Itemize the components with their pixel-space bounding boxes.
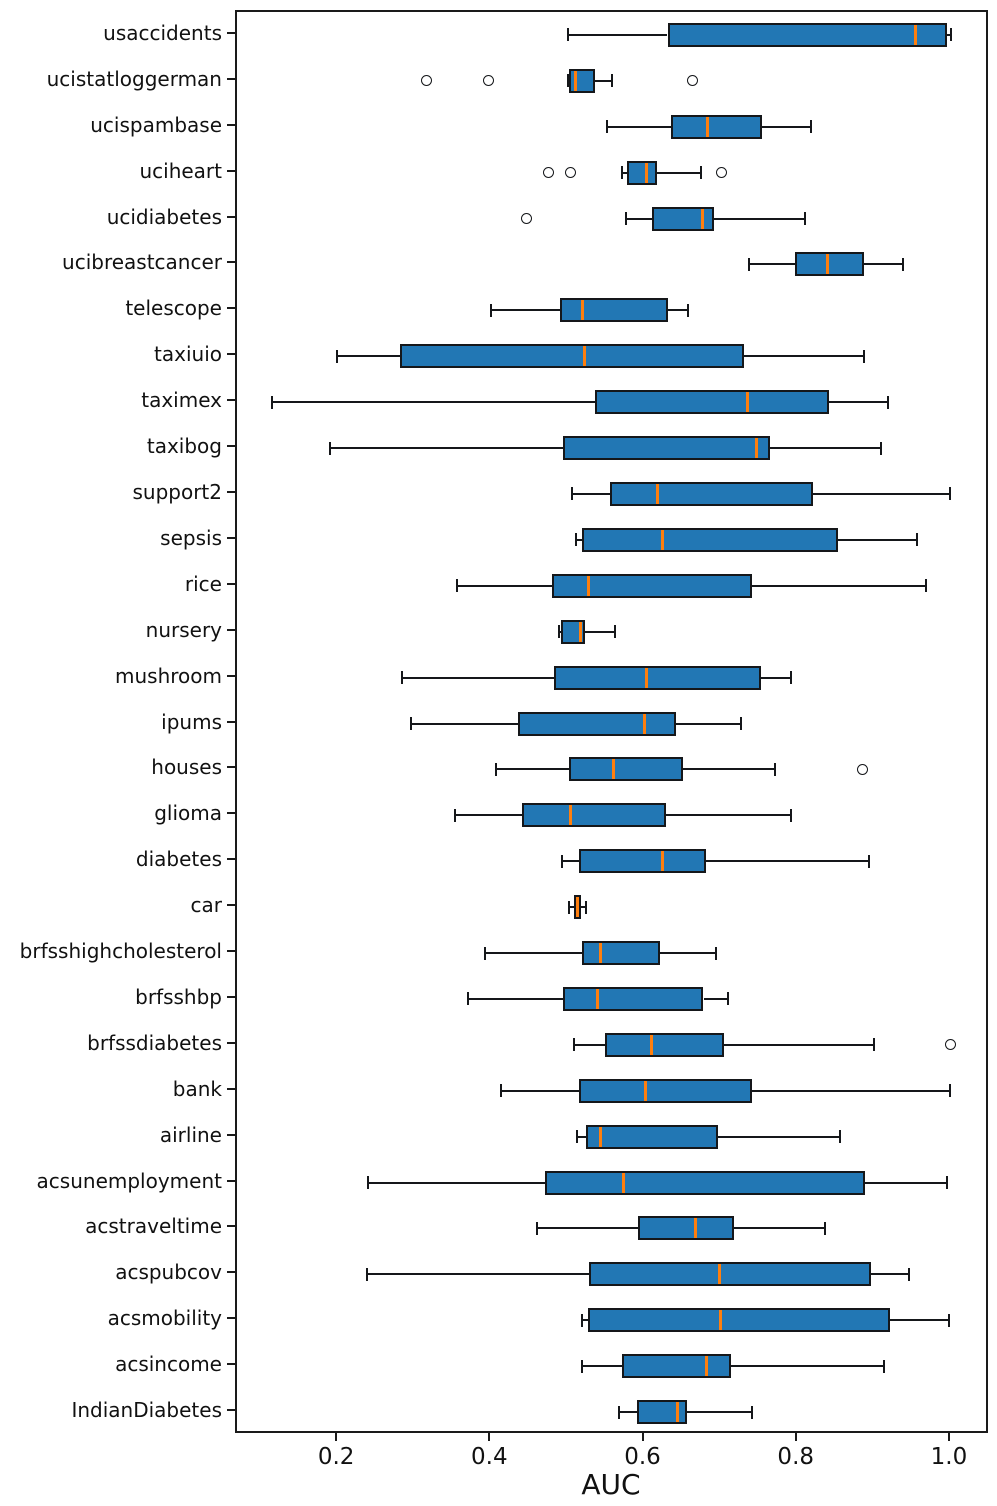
median-line-ucidiabetes [701, 209, 704, 229]
y-tick-mark-ucispambase [227, 124, 235, 126]
whisker-low-line-taxibog [330, 447, 564, 449]
whisker-high-line-ipums [676, 723, 741, 725]
box-ucibreastcancer [795, 252, 864, 276]
whisker-low-cap-airline [576, 1130, 578, 1143]
whisker-high-line-acstraveltime [734, 1227, 825, 1229]
median-line-brfsshbp [596, 989, 599, 1009]
box-uciheart [627, 161, 657, 185]
whisker-high-cap-support2 [949, 487, 951, 500]
box-brfssdiabetes [605, 1033, 724, 1057]
median-line-glioma [569, 805, 572, 825]
median-line-bank [644, 1081, 647, 1101]
y-tick-label-bank: bank [172, 1076, 222, 1101]
whisker-low-cap-ipums [410, 717, 412, 730]
whisker-high-line-ucispambase [762, 126, 811, 128]
median-line-brfssdiabetes [650, 1035, 653, 1055]
whisker-low-cap-brfssdiabetes [573, 1038, 575, 1051]
outlier-point-uciheart-0 [543, 167, 554, 178]
box-acsincome [622, 1354, 732, 1378]
whisker-low-cap-taximex [271, 396, 273, 409]
y-tick-mark-ucibreastcancer [227, 261, 235, 263]
y-tick-label-brfssdiabetes: brfssdiabetes [87, 1030, 222, 1055]
y-tick-mark-houses [227, 766, 235, 768]
whisker-high-line-acsincome [731, 1365, 884, 1367]
box-diabetes [579, 849, 705, 873]
outlier-point-uciheart-1 [565, 167, 576, 178]
x-tick-mark-0.6 [642, 1433, 644, 1441]
whisker-high-line-uciheart [657, 172, 701, 174]
y-tick-label-IndianDiabetes: IndianDiabetes [71, 1398, 222, 1423]
y-tick-label-taxiuio: taxiuio [154, 342, 222, 367]
whisker-low-cap-nursery [558, 625, 560, 638]
box-taxibog [563, 436, 770, 460]
median-line-acspubcov [718, 1264, 721, 1284]
whisker-low-line-houses [496, 768, 569, 770]
box-telescope [560, 298, 668, 322]
whisker-high-cap-taximex [887, 396, 889, 409]
y-tick-mark-acspubcov [227, 1271, 235, 1273]
whisker-high-cap-airline [839, 1130, 841, 1143]
whisker-low-line-acspubcov [367, 1273, 589, 1275]
whisker-high-line-nursery [585, 631, 615, 633]
whisker-high-cap-acspubcov [908, 1268, 910, 1281]
box-support2 [610, 482, 813, 506]
whisker-high-line-rice [752, 585, 927, 587]
x-tick-mark-0.2 [335, 1433, 337, 1441]
y-tick-label-diabetes: diabetes [135, 847, 222, 872]
whisker-high-cap-diabetes [868, 855, 870, 868]
whisker-high-cap-sepsis [916, 533, 918, 546]
median-line-brfsshighcholesterol [599, 943, 602, 963]
whisker-high-cap-bank [949, 1084, 951, 1097]
box-bank [579, 1079, 751, 1103]
box-acsunemployment [545, 1171, 865, 1195]
y-tick-mark-airline [227, 1134, 235, 1136]
whisker-low-line-taximex [272, 401, 595, 403]
whisker-high-cap-acstraveltime [824, 1222, 826, 1235]
whisker-low-line-sepsis [576, 539, 583, 541]
whisker-low-cap-bank [500, 1084, 502, 1097]
median-line-usaccidents [914, 25, 917, 45]
y-tick-label-mushroom: mushroom [115, 663, 222, 688]
whisker-high-line-brfssdiabetes [724, 1044, 873, 1046]
median-line-uciheart [645, 163, 648, 183]
whisker-low-cap-taxibog [329, 442, 331, 455]
outlier-point-brfssdiabetes-0 [945, 1039, 956, 1050]
median-line-taximex [746, 392, 749, 412]
outlier-point-houses-0 [857, 764, 868, 775]
median-line-acsunemployment [622, 1173, 625, 1193]
whisker-high-line-houses [683, 768, 775, 770]
outlier-point-ucistatloggerman-1 [483, 75, 494, 86]
whisker-high-cap-brfsshbp [727, 992, 729, 1005]
whisker-low-cap-uciheart [621, 166, 623, 179]
whisker-low-cap-acstraveltime [536, 1222, 538, 1235]
whisker-low-line-taxiuio [337, 355, 401, 357]
whisker-low-cap-diabetes [561, 855, 563, 868]
whisker-high-cap-rice [925, 579, 927, 592]
whisker-high-line-acsmobility [890, 1319, 950, 1321]
outlier-point-ucistatloggerman-0 [421, 75, 432, 86]
y-tick-label-ucistatloggerman: ucistatloggerman [46, 66, 222, 91]
box-glioma [522, 803, 666, 827]
whisker-high-cap-ucidiabetes [804, 212, 806, 225]
y-tick-mark-taximex [227, 399, 235, 401]
median-line-ucibreastcancer [826, 254, 829, 274]
y-tick-mark-ucistatloggerman [227, 78, 235, 80]
whisker-low-line-IndianDiabetes [619, 1411, 637, 1413]
whisker-low-cap-brfsshighcholesterol [484, 947, 486, 960]
whisker-high-line-airline [718, 1136, 840, 1138]
whisker-low-line-ucibreastcancer [749, 263, 795, 265]
y-tick-mark-brfsshighcholesterol [227, 950, 235, 952]
whisker-high-cap-acsunemployment [946, 1176, 948, 1189]
median-line-taxibog [755, 438, 758, 458]
box-taxiuio [400, 344, 744, 368]
y-tick-label-taxibog: taxibog [146, 434, 222, 459]
whisker-high-cap-taxiuio [863, 350, 865, 363]
median-line-mushroom [645, 668, 648, 688]
whisker-high-cap-brfssdiabetes [873, 1038, 875, 1051]
y-tick-mark-acsunemployment [227, 1180, 235, 1182]
outlier-point-ucidiabetes-0 [521, 213, 532, 224]
median-line-ucispambase [706, 117, 709, 137]
whisker-low-cap-ucispambase [606, 120, 608, 133]
y-tick-mark-taxiuio [227, 353, 235, 355]
box-airline [586, 1125, 718, 1149]
whisker-high-cap-ucibreastcancer [902, 258, 904, 271]
whisker-low-cap-taxiuio [336, 350, 338, 363]
y-tick-label-rice: rice [184, 571, 222, 596]
median-line-acsincome [705, 1356, 708, 1376]
y-tick-label-usaccidents: usaccidents [103, 20, 222, 45]
whisker-low-cap-rice [456, 579, 458, 592]
box-acstraveltime [638, 1216, 735, 1240]
y-tick-label-ucidiabetes: ucidiabetes [106, 204, 222, 229]
y-tick-mark-brfsshbp [227, 996, 235, 998]
y-tick-mark-acsmobility [227, 1317, 235, 1319]
whisker-high-line-diabetes [706, 860, 869, 862]
whisker-high-cap-uciheart [700, 166, 702, 179]
whisker-low-cap-brfsshbp [467, 992, 469, 1005]
whisker-high-cap-brfsshighcholesterol [715, 947, 717, 960]
whisker-low-cap-ucibreastcancer [748, 258, 750, 271]
y-tick-mark-brfssdiabetes [227, 1042, 235, 1044]
whisker-high-line-ucistatloggerman [595, 80, 612, 82]
whisker-low-cap-sepsis [575, 533, 577, 546]
whisker-low-cap-acsmobility [581, 1314, 583, 1327]
whisker-low-line-support2 [572, 493, 610, 495]
whisker-high-line-acsunemployment [865, 1182, 947, 1184]
y-tick-label-telescope: telescope [125, 296, 222, 321]
whisker-low-line-ucispambase [607, 126, 671, 128]
whisker-high-line-telescope [668, 309, 688, 311]
box-brfsshighcholesterol [582, 941, 660, 965]
whisker-high-line-brfsshighcholesterol [660, 952, 716, 954]
y-tick-label-acspubcov: acspubcov [115, 1260, 222, 1285]
box-ucispambase [671, 115, 761, 139]
x-tick-mark-0.8 [795, 1433, 797, 1441]
whisker-high-line-support2 [813, 493, 950, 495]
median-line-rice [587, 576, 590, 596]
box-ucidiabetes [652, 207, 714, 231]
whisker-low-line-mushroom [402, 677, 554, 679]
y-tick-mark-usaccidents [227, 32, 235, 34]
whisker-low-line-rice [457, 585, 552, 587]
x-tick-label-0.2: 0.2 [317, 1444, 355, 1470]
x-tick-mark-0.4 [488, 1433, 490, 1441]
y-tick-mark-bank [227, 1088, 235, 1090]
y-tick-mark-rice [227, 583, 235, 585]
x-tick-label-1.0: 1.0 [930, 1444, 968, 1470]
whisker-high-cap-car [585, 901, 587, 914]
y-tick-mark-diabetes [227, 858, 235, 860]
box-rice [552, 574, 752, 598]
whisker-high-cap-IndianDiabetes [751, 1406, 753, 1419]
y-tick-mark-mushroom [227, 675, 235, 677]
y-tick-mark-acsincome [227, 1363, 235, 1365]
whisker-high-line-ucidiabetes [714, 218, 804, 220]
median-line-telescope [581, 300, 584, 320]
y-tick-label-acsmobility: acsmobility [107, 1306, 222, 1331]
x-tick-label-0.6: 0.6 [624, 1444, 661, 1470]
whisker-low-cap-car [568, 901, 570, 914]
box-taximex [595, 390, 829, 414]
whisker-low-line-acstraveltime [537, 1227, 637, 1229]
whisker-low-line-brfsshbp [468, 998, 564, 1000]
median-line-ucistatloggerman [574, 71, 577, 91]
whisker-high-cap-ipums [740, 717, 742, 730]
y-tick-label-acstraveltime: acstraveltime [85, 1214, 222, 1239]
median-line-acsmobility [719, 1310, 722, 1330]
whisker-high-line-glioma [666, 814, 791, 816]
whisker-low-line-ipums [411, 723, 518, 725]
median-line-support2 [656, 484, 659, 504]
y-tick-label-airline: airline [159, 1122, 222, 1147]
whisker-high-cap-usaccidents [950, 28, 952, 41]
whisker-low-line-ucidiabetes [626, 218, 652, 220]
whisker-high-cap-taxibog [880, 442, 882, 455]
y-tick-mark-telescope [227, 307, 235, 309]
y-tick-label-houses: houses [151, 755, 222, 780]
whisker-low-cap-support2 [571, 487, 573, 500]
whisker-low-line-telescope [491, 309, 560, 311]
median-line-ipums [643, 714, 646, 734]
whisker-low-cap-houses [495, 763, 497, 776]
y-tick-mark-support2 [227, 491, 235, 493]
y-tick-mark-uciheart [227, 170, 235, 172]
whisker-low-cap-mushroom [401, 671, 403, 684]
whisker-high-cap-acsmobility [948, 1314, 950, 1327]
y-tick-label-sepsis: sepsis [160, 525, 222, 550]
whisker-high-line-taxiuio [744, 355, 863, 357]
whisker-low-cap-acsunemployment [367, 1176, 369, 1189]
box-acsmobility [588, 1308, 890, 1332]
whisker-low-line-diabetes [562, 860, 580, 862]
whisker-low-line-bank [501, 1090, 579, 1092]
box-sepsis [582, 528, 837, 552]
whisker-low-cap-telescope [490, 304, 492, 317]
median-line-acstraveltime [694, 1218, 697, 1238]
y-tick-label-ipums: ipums [161, 709, 222, 734]
box-mushroom [554, 666, 761, 690]
whisker-high-line-ucibreastcancer [864, 263, 904, 265]
y-tick-label-ucibreastcancer: ucibreastcancer [62, 250, 222, 275]
whisker-high-line-sepsis [838, 539, 918, 541]
median-line-airline [599, 1127, 602, 1147]
whisker-high-line-taxibog [770, 447, 881, 449]
y-tick-label-brfsshighcholesterol: brfsshighcholesterol [19, 939, 222, 964]
box-usaccidents [668, 23, 948, 47]
whisker-low-line-glioma [455, 814, 522, 816]
plot-area [235, 10, 988, 1433]
x-tick-mark-1.0 [948, 1433, 950, 1441]
median-line-houses [612, 759, 615, 779]
y-tick-label-acsincome: acsincome [115, 1352, 222, 1377]
y-tick-label-uciheart: uciheart [139, 158, 222, 183]
median-line-IndianDiabetes [676, 1402, 679, 1422]
whisker-low-line-acsunemployment [368, 1182, 545, 1184]
whisker-low-cap-glioma [454, 809, 456, 822]
box-IndianDiabetes [637, 1400, 687, 1424]
whisker-high-line-bank [752, 1090, 950, 1092]
whisker-low-cap-acsincome [581, 1360, 583, 1373]
median-line-car [576, 897, 579, 917]
whisker-low-line-brfssdiabetes [574, 1044, 605, 1046]
y-tick-label-glioma: glioma [154, 801, 222, 826]
whisker-low-cap-usaccidents [567, 28, 569, 41]
y-tick-label-nursery: nursery [145, 617, 222, 642]
box-brfsshbp [563, 987, 703, 1011]
y-tick-mark-ucidiabetes [227, 216, 235, 218]
whisker-high-line-acspubcov [871, 1273, 909, 1275]
y-tick-mark-glioma [227, 812, 235, 814]
whisker-low-line-acsincome [582, 1365, 622, 1367]
whisker-high-cap-nursery [614, 625, 616, 638]
whisker-low-line-usaccidents [568, 34, 668, 36]
whisker-high-line-taximex [829, 401, 888, 403]
y-tick-mark-sepsis [227, 537, 235, 539]
y-tick-mark-ipums [227, 721, 235, 723]
box-houses [569, 757, 683, 781]
y-tick-mark-IndianDiabetes [227, 1409, 235, 1411]
whisker-high-cap-mushroom [790, 671, 792, 684]
whisker-high-line-brfsshbp [704, 998, 729, 1000]
whisker-high-cap-ucispambase [810, 120, 812, 133]
outlier-point-uciheart-2 [716, 167, 727, 178]
whisker-high-cap-ucistatloggerman [611, 74, 613, 87]
whisker-low-cap-IndianDiabetes [618, 1406, 620, 1419]
y-tick-label-car: car [190, 893, 222, 918]
y-tick-mark-nursery [227, 629, 235, 631]
whisker-high-cap-houses [774, 763, 776, 776]
median-line-taxiuio [583, 346, 586, 366]
whisker-low-line-airline [577, 1136, 586, 1138]
y-tick-label-acsunemployment: acsunemployment [36, 1168, 222, 1193]
whisker-low-cap-ucidiabetes [625, 212, 627, 225]
whisker-high-cap-acsincome [883, 1360, 885, 1373]
median-line-nursery [579, 622, 582, 642]
whisker-high-cap-glioma [790, 809, 792, 822]
x-axis-title: AUC [581, 1468, 641, 1501]
y-tick-label-support2: support2 [132, 479, 222, 504]
x-tick-label-0.8: 0.8 [777, 1444, 815, 1470]
median-line-sepsis [661, 530, 664, 550]
x-tick-label-0.4: 0.4 [471, 1444, 508, 1470]
median-line-diabetes [661, 851, 664, 871]
y-tick-label-brfsshbp: brfsshbp [135, 984, 222, 1009]
whisker-high-cap-telescope [687, 304, 689, 317]
whisker-high-line-IndianDiabetes [687, 1411, 752, 1413]
outlier-point-ucistatloggerman-2 [687, 75, 698, 86]
whisker-low-line-brfsshighcholesterol [485, 952, 582, 954]
y-tick-label-ucispambase: ucispambase [90, 112, 222, 137]
whisker-low-cap-acspubcov [366, 1268, 368, 1281]
whisker-high-line-mushroom [761, 677, 791, 679]
y-tick-mark-acstraveltime [227, 1225, 235, 1227]
y-tick-label-taximex: taximex [141, 388, 222, 413]
box-acspubcov [589, 1262, 871, 1286]
y-tick-mark-taxibog [227, 445, 235, 447]
box-ipums [518, 712, 676, 736]
y-tick-mark-car [227, 904, 235, 906]
